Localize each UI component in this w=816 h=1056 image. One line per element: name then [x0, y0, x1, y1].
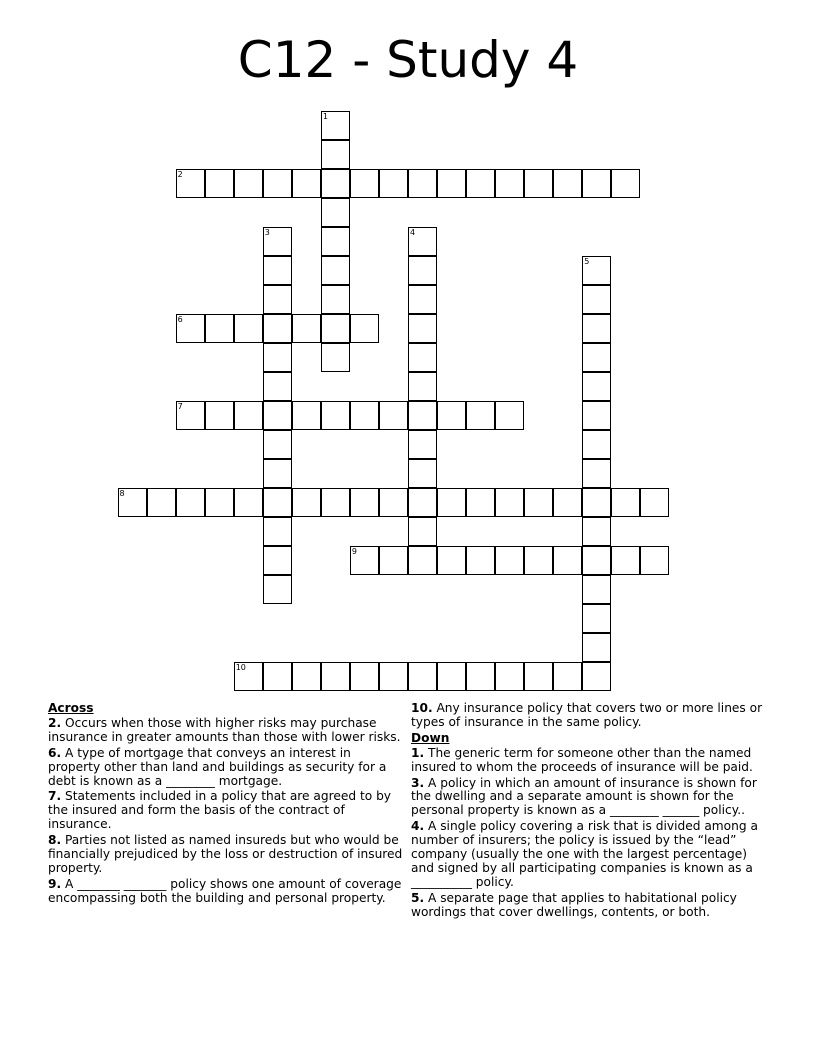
clue-number: 5.	[411, 890, 425, 905]
crossword-cell[interactable]	[263, 256, 292, 285]
cell-number: 9	[351, 547, 357, 557]
crossword-cell[interactable]	[205, 488, 234, 517]
crossword-cell[interactable]	[408, 459, 437, 488]
crossword-cell[interactable]	[263, 285, 292, 314]
crossword-cell[interactable]	[263, 517, 292, 546]
crossword-cell[interactable]	[292, 401, 321, 430]
crossword-cell[interactable]	[321, 111, 350, 140]
crossword-cell[interactable]	[553, 488, 582, 517]
crossword-cell[interactable]	[582, 314, 611, 343]
crossword-cell[interactable]	[263, 488, 292, 517]
crossword-cell[interactable]	[263, 401, 292, 430]
crossword-cell[interactable]	[292, 169, 321, 198]
crossword-cell[interactable]	[582, 604, 611, 633]
crossword-cell[interactable]	[263, 372, 292, 401]
clue-text: A policy in which an amount of insurance is shown for the dwelling and a separate amount is shown for the personal property is known as a ________ ______ policy..	[411, 775, 757, 818]
crossword-cell[interactable]	[234, 662, 263, 691]
crossword-cell[interactable]	[234, 169, 263, 198]
clue-text: Statements included in a policy that are agreed to by the insured and form the basis of the contract of insurance.	[48, 789, 392, 832]
cell-number: 10	[235, 663, 246, 673]
page-title: C12 - Study 4	[237, 31, 579, 89]
crossword-cell[interactable]	[321, 343, 350, 372]
crossword-cell[interactable]	[582, 256, 611, 285]
crossword-cell[interactable]	[118, 488, 147, 517]
crossword-cell[interactable]	[263, 662, 292, 691]
crossword-cell[interactable]	[263, 314, 292, 343]
across-clue-10	[411, 702, 771, 730]
crossword-cell[interactable]	[321, 488, 350, 517]
crossword-cell[interactable]	[234, 314, 263, 343]
crossword-cell[interactable]	[147, 488, 176, 517]
clue-number: 9.	[48, 876, 62, 891]
crossword-cell[interactable]	[408, 256, 437, 285]
clue-number: 8.	[48, 833, 62, 848]
clue-number: 7.	[48, 789, 62, 804]
across-clue-7	[48, 790, 406, 832]
crossword-cell[interactable]	[321, 169, 350, 198]
clue-number: 10.	[411, 701, 433, 715]
crossword-cell[interactable]	[379, 546, 408, 575]
crossword-cell[interactable]	[408, 227, 437, 256]
crossword-cell[interactable]	[321, 227, 350, 256]
clue-text: Occurs when those with higher risks may purchase insurance in greater amounts than those with lower risks.	[48, 715, 401, 744]
crossword-cell[interactable]	[582, 575, 611, 604]
crossword-cell[interactable]	[379, 488, 408, 517]
crossword-cell[interactable]	[582, 459, 611, 488]
crossword-cell[interactable]	[437, 169, 466, 198]
down-clue-5	[411, 892, 771, 920]
crossword-cell[interactable]	[350, 314, 379, 343]
clue-number: 3.	[411, 775, 425, 790]
crossword-cell[interactable]	[495, 662, 524, 691]
down-clue-3	[411, 777, 771, 819]
crossword-cell[interactable]	[437, 662, 466, 691]
crossword-cell[interactable]	[408, 314, 437, 343]
crossword-cell[interactable]	[582, 633, 611, 662]
crossword-cell[interactable]	[350, 546, 379, 575]
crossword-cell[interactable]	[408, 517, 437, 546]
clue-text: Any insurance policy that covers two or more lines or types of insurance in the same policy.	[411, 701, 763, 729]
clue-number: 1.	[411, 745, 425, 760]
crossword-cell[interactable]	[350, 662, 379, 691]
crossword-cell[interactable]	[321, 198, 350, 227]
crossword-cell[interactable]	[524, 546, 553, 575]
crossword-cell[interactable]	[524, 488, 553, 517]
crossword-cell[interactable]	[292, 488, 321, 517]
cell-number: 1	[322, 111, 328, 121]
crossword-cell[interactable]	[582, 546, 611, 575]
cell-number: 3	[264, 227, 270, 237]
cell-number: 4	[410, 227, 416, 237]
crossword-cell[interactable]	[408, 343, 437, 372]
crossword-cell[interactable]	[582, 372, 611, 401]
clue-number: 6.	[48, 745, 62, 760]
crossword-cell[interactable]	[553, 662, 582, 691]
crossword-cell[interactable]	[408, 401, 437, 430]
crossword-cell[interactable]	[582, 285, 611, 314]
crossword-cell[interactable]	[292, 314, 321, 343]
crossword-cell[interactable]	[321, 285, 350, 314]
crossword-cell[interactable]	[582, 488, 611, 517]
crossword-cell[interactable]	[582, 343, 611, 372]
crossword-cell[interactable]	[263, 343, 292, 372]
crossword-cell[interactable]	[350, 169, 379, 198]
crossword-cell[interactable]	[495, 546, 524, 575]
clue-text: A single policy covering a risk that is divided among a number of insurers; the policy is issued by the “lead” company (usually the one with the largest percentage) and signed by all participating companies is known as a __________ policy.	[411, 819, 758, 889]
crossword-cell[interactable]	[611, 488, 640, 517]
clues-left-column	[48, 702, 406, 908]
crossword-cell[interactable]	[350, 401, 379, 430]
crossword-cell[interactable]	[263, 227, 292, 256]
crossword-cell[interactable]	[466, 401, 495, 430]
crossword-cell[interactable]	[466, 662, 495, 691]
across-clue-8	[48, 834, 406, 876]
across-clue-9	[48, 878, 406, 906]
crossword-cell[interactable]	[205, 401, 234, 430]
crossword-cell[interactable]	[408, 169, 437, 198]
cell-number: 5	[584, 256, 590, 266]
crossword-cell[interactable]	[408, 546, 437, 575]
crossword-cell[interactable]	[321, 401, 350, 430]
crossword-cell[interactable]	[321, 314, 350, 343]
crossword-cell[interactable]	[408, 372, 437, 401]
crossword-cell[interactable]	[466, 169, 495, 198]
crossword-cell[interactable]	[176, 401, 205, 430]
crossword-cell[interactable]	[292, 662, 321, 691]
crossword-cell[interactable]	[321, 256, 350, 285]
crossword-cell[interactable]	[176, 169, 205, 198]
crossword-cell[interactable]	[524, 662, 553, 691]
crossword-cell[interactable]	[582, 517, 611, 546]
crossword-cell[interactable]	[582, 430, 611, 459]
crossword-cell[interactable]	[263, 459, 292, 488]
crossword-cell[interactable]	[379, 169, 408, 198]
across-clue-6	[48, 747, 406, 789]
crossword-cell[interactable]	[640, 546, 669, 575]
crossword-cell[interactable]	[350, 488, 379, 517]
crossword-cell[interactable]	[553, 546, 582, 575]
clue-text: The generic term for someone other than the named insured to whom the proceeds of insurance will be paid.	[411, 745, 753, 774]
crossword-cell[interactable]	[582, 401, 611, 430]
crossword-cell[interactable]	[263, 169, 292, 198]
cell-number: 6	[177, 314, 183, 324]
clue-text: A _______ _______ policy shows one amount of coverage encompassing both the building and personal property.	[48, 876, 402, 905]
crossword-cell[interactable]	[437, 401, 466, 430]
crossword-cell[interactable]	[379, 401, 408, 430]
cell-number: 7	[177, 402, 183, 411]
crossword-cell[interactable]	[640, 488, 669, 517]
cell-number: 8	[119, 489, 125, 499]
crossword-cell[interactable]	[234, 401, 263, 430]
crossword-cell[interactable]	[176, 488, 205, 517]
crossword-cell[interactable]	[205, 314, 234, 343]
crossword-cell[interactable]	[466, 488, 495, 517]
crossword-cell[interactable]	[234, 488, 263, 517]
crossword-cell[interactable]	[176, 314, 205, 343]
down-clue-1	[411, 747, 771, 775]
clue-number: 4.	[411, 819, 425, 834]
crossword-cell[interactable]	[321, 662, 350, 691]
crossword-cell[interactable]	[611, 169, 640, 198]
crossword-cell[interactable]	[263, 546, 292, 575]
clues-right-column	[411, 702, 771, 922]
crossword-cell[interactable]	[437, 488, 466, 517]
crossword-cell[interactable]	[263, 430, 292, 459]
crossword-cell[interactable]	[553, 169, 582, 198]
clue-text: A type of mortgage that conveys an interest in property other than land and buildings as security for a debt is known as a ________ mortgage.	[48, 745, 387, 788]
crossword-cell[interactable]	[408, 488, 437, 517]
crossword-cell[interactable]	[495, 169, 524, 198]
crossword-cell[interactable]	[408, 285, 437, 314]
crossword-cell[interactable]	[379, 662, 408, 691]
crossword-cell[interactable]	[408, 662, 437, 691]
crossword-cell[interactable]	[582, 662, 611, 691]
crossword-cell[interactable]	[408, 430, 437, 459]
crossword-cell[interactable]	[524, 169, 553, 198]
across-heading: Across	[48, 701, 94, 715]
across-clue-2	[48, 717, 406, 745]
cell-number: 2	[177, 169, 183, 179]
crossword-cell[interactable]	[466, 546, 495, 575]
clue-text: Parties not listed as named insureds but who would be financially prejudiced by the loss or destruction of insured property.	[48, 833, 403, 875]
down-clue-4	[411, 820, 771, 890]
crossword-cell[interactable]	[582, 169, 611, 198]
crossword-cell[interactable]	[611, 546, 640, 575]
crossword-cell[interactable]	[321, 140, 350, 169]
crossword-cell[interactable]	[263, 575, 292, 604]
crossword-cell[interactable]	[495, 488, 524, 517]
down-heading: Down	[411, 730, 450, 745]
crossword-cell[interactable]	[205, 169, 234, 198]
crossword-cell[interactable]	[437, 546, 466, 575]
clue-text: A separate page that applies to habitational policy wordings that cover dwellings, contents, or both.	[411, 890, 737, 919]
clue-number: 2.	[48, 715, 62, 730]
crossword-cell[interactable]	[495, 401, 524, 430]
